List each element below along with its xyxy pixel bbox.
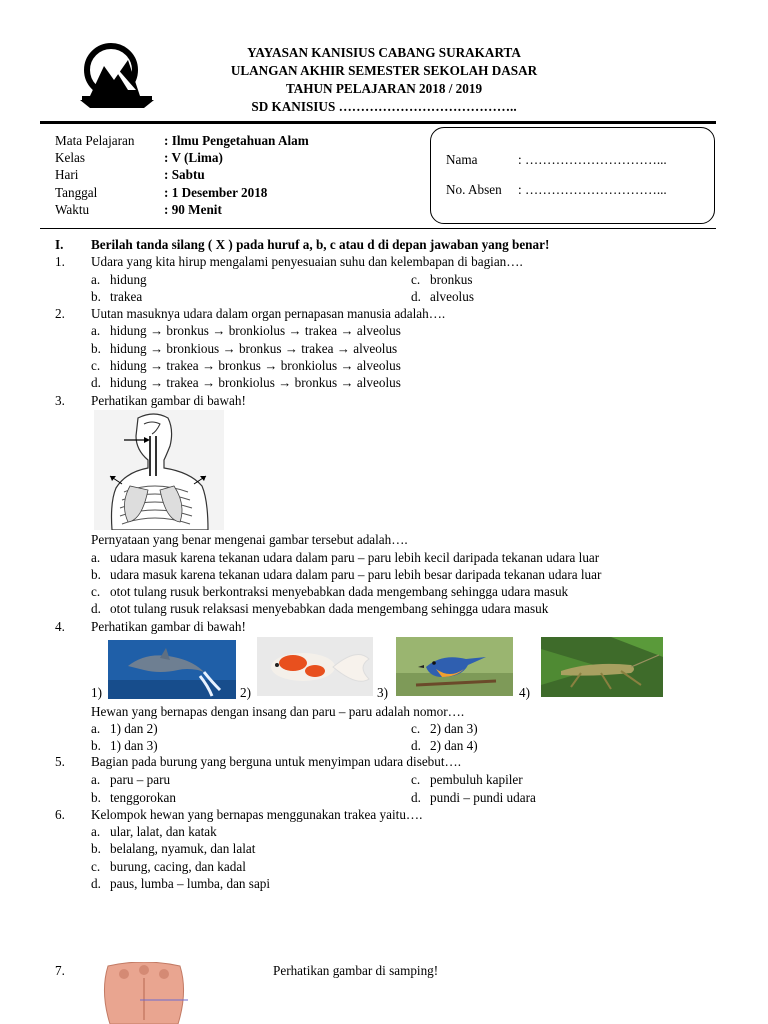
chain-step: bronkiolus (218, 375, 275, 390)
info-label-day: Hari (55, 167, 79, 182)
chain-step: hidung (110, 341, 147, 356)
header-divider-thick (40, 121, 716, 124)
q4-option-c[interactable] (411, 720, 478, 737)
grasshopper-image (541, 637, 663, 697)
chain-step: trakea (304, 323, 338, 338)
option-letter: d. (91, 375, 101, 390)
arrow-right-icon: → (198, 358, 219, 373)
header-school-name: SD KANISIUS ………………………………….. (251, 99, 517, 114)
q5-number: 5. (55, 754, 65, 769)
q5-option-c[interactable] (411, 771, 523, 788)
q3-option-d[interactable] (91, 600, 548, 617)
q2-option-a[interactable] (91, 322, 401, 339)
arrow-right-icon: → (337, 358, 357, 373)
q6-option-d[interactable] (91, 875, 270, 892)
option-letter: a. (91, 721, 101, 736)
q4-label-4: 4) (519, 685, 530, 700)
arrow-right-icon: → (146, 358, 167, 373)
chain-step: bronkus (218, 358, 261, 373)
chain-step: bronkus (238, 341, 282, 356)
option-text: udara masuk karena tekanan udara dalam paru – paru lebih besar daripada tekanan udara luar (110, 567, 602, 582)
arrow-right-icon: → (333, 341, 354, 356)
arrow-right-icon: → (219, 341, 239, 356)
name-field[interactable]: : …………………………... (518, 152, 667, 167)
chain-step: bronkious (166, 341, 220, 356)
q4-number: 4. (55, 619, 65, 634)
chain-step: bronkus (294, 375, 338, 390)
info-label-time: Waktu (55, 202, 90, 217)
kanisius-logo (80, 40, 154, 110)
q1-text: Udara yang kita hirup mengalami penyesuaian suhu dan kelembapan di bagian…. (91, 254, 523, 269)
option-letter: b. (91, 738, 101, 753)
option-letter: c. (91, 358, 101, 373)
option-text: paus, lumba – lumba, dan sapi (110, 876, 271, 891)
option-text: tenggorokan (110, 790, 176, 805)
option-letter: a. (91, 772, 101, 787)
dolphin-image (108, 640, 236, 699)
option-letter: d. (411, 289, 421, 304)
option-letter: d. (91, 601, 101, 616)
respiration-diagram-image (94, 410, 224, 530)
q5-option-d[interactable] (411, 789, 536, 806)
arrow-right-icon: → (146, 375, 167, 390)
q2-number: 2. (55, 306, 65, 321)
arrow-right-icon: → (337, 323, 357, 338)
arrow-right-icon: → (260, 358, 281, 373)
q1-option-c[interactable] (411, 271, 473, 288)
chain-step: trakea (166, 358, 199, 373)
q3-statement: Pernyataan yang benar mengenai gambar tersebut adalah…. (91, 532, 408, 547)
q6-text: Kelompok hewan yang bernapas menggunakan trakea yaitu…. (91, 807, 423, 822)
info-value-day: : Sabtu (164, 167, 205, 182)
option-text: 1) dan 2) (110, 721, 158, 736)
q2-option-d[interactable] (91, 374, 401, 391)
q4-label-1: 1) (91, 685, 102, 700)
q1-option-a[interactable] (91, 271, 147, 288)
option-letter: c. (411, 272, 421, 287)
header-exam-title: ULANGAN AKHIR SEMESTER SEKOLAH DASAR (230, 63, 538, 78)
chain-step: hidung (110, 358, 147, 373)
option-letter: b. (91, 841, 101, 856)
chain-step: bronkus (166, 323, 209, 338)
arrow-right-icon: → (146, 341, 167, 356)
tongue-image (98, 962, 190, 1024)
option-letter: b. (91, 567, 101, 582)
section-instruction: Berilah tanda silang ( X ) pada huruf a, b, c atau d di depan jawaban yang benar! (91, 237, 550, 252)
option-text: pembuluh kapiler (430, 772, 523, 787)
chain-step: hidung (110, 375, 147, 390)
chain-step: alveolus (356, 358, 401, 373)
option-text: alveolus (430, 289, 474, 304)
q3-option-a[interactable] (91, 549, 599, 566)
option-letter: a. (91, 323, 101, 338)
chain-step: trakea (166, 375, 199, 390)
q4-label-3: 3) (377, 685, 388, 700)
option-text: ular, lalat, dan katak (110, 824, 217, 839)
arrow-right-icon: → (285, 323, 305, 338)
q5-option-a[interactable] (91, 771, 170, 788)
chain-step: hidung (110, 323, 147, 338)
option-letter: c. (411, 721, 421, 736)
name-label: Nama (446, 152, 478, 167)
q6-option-b[interactable] (91, 840, 255, 857)
q1-option-d[interactable] (411, 288, 474, 305)
q6-option-c[interactable] (91, 858, 246, 875)
option-letter: c. (91, 859, 101, 874)
q7-text: Perhatikan gambar di samping! (273, 963, 439, 978)
q4-option-d[interactable] (411, 737, 478, 754)
q3-option-b[interactable] (91, 566, 601, 583)
q2-text: Uutan masuknya udara dalam organ pernapasan manusia adalah…. (91, 306, 446, 321)
arrow-right-icon: → (198, 375, 219, 390)
option-letter: b. (91, 341, 101, 356)
option-letter: a. (91, 272, 101, 287)
q3-number: 3. (55, 393, 65, 408)
q4-option-a[interactable] (91, 720, 158, 737)
option-text: 2) dan 3) (430, 721, 478, 736)
q1-number: 1. (55, 254, 65, 269)
arrow-right-icon: → (208, 323, 229, 338)
chain-step: alveolus (353, 341, 398, 356)
q6-number: 6. (55, 807, 65, 822)
info-value-time: : 90 Menit (164, 202, 222, 217)
arrow-right-icon: → (281, 341, 302, 356)
q3-text: Perhatikan gambar di bawah! (91, 393, 246, 408)
option-letter: d. (91, 876, 101, 891)
option-letter: b. (91, 289, 101, 304)
option-text: burung, cacing, dan kadal (110, 859, 246, 874)
option-text: hidung (110, 272, 147, 287)
header-school-year: TAHUN PELAJARAN 2018 / 2019 (285, 81, 483, 96)
option-letter: c. (411, 772, 421, 787)
option-letter: a. (91, 550, 101, 565)
chain-step: bronkiolus (228, 323, 286, 338)
arrow-right-icon: → (146, 323, 167, 338)
option-text: 2) dan 4) (430, 738, 478, 753)
option-text: udara masuk karena tekanan udara dalam paru – paru lebih kecil daripada tekanan udara luar (110, 550, 600, 565)
koi-fish-image (257, 637, 373, 696)
option-text: 1) dan 3) (110, 738, 158, 753)
option-text: trakea (110, 289, 143, 304)
info-value-class: : V (Lima) (164, 150, 223, 165)
option-text: belalang, nyamuk, dan lalat (110, 841, 256, 856)
q5-text: Bagian pada burung yang berguna untuk menyimpan udara disebut…. (91, 754, 462, 769)
option-letter: c. (91, 584, 101, 599)
option-text: paru – paru (110, 772, 171, 787)
info-label-date: Tanggal (55, 185, 98, 200)
chain-step: bronkiolus (280, 358, 338, 373)
q6-option-a[interactable] (91, 823, 217, 840)
q7-number: 7. (55, 963, 65, 978)
q1-option-b[interactable] (91, 288, 142, 305)
absence-number-label: No. Absen (446, 182, 502, 197)
q4-label-2: 2) (240, 685, 251, 700)
info-value-subject: : Ilmu Pengetahuan Alam (164, 133, 309, 148)
student-identity-box (430, 127, 715, 224)
q2-option-c[interactable] (91, 357, 401, 374)
option-text: otot tulang rusuk relaksasi menyebabkan dada mengembang sehingga udara masuk (110, 601, 549, 616)
option-text: otot tulang rusuk berkontraksi menyebabkan dada mengembang sehingga udara masuk (110, 584, 569, 599)
info-label-subject: Mata Pelajaran (55, 133, 135, 148)
section-number: I. (55, 237, 64, 252)
option-text: pundi – pundi udara (430, 790, 536, 805)
info-label-class: Kelas (55, 150, 86, 165)
info-value-date: : 1 Desember 2018 (164, 185, 268, 200)
option-letter: d. (411, 790, 421, 805)
option-text: bronkus (430, 272, 473, 287)
header-foundation: YAYASAN KANISIUS CABANG SURAKARTA (247, 45, 521, 60)
arrow-right-icon: → (274, 375, 295, 390)
arrow-right-icon: → (337, 375, 357, 390)
bird-image (396, 637, 513, 696)
absence-number-field[interactable]: : …………………………... (518, 182, 667, 197)
q2-option-b[interactable] (91, 340, 397, 357)
q4-question: Hewan yang bernapas dengan insang dan paru – paru adalah nomor…. (91, 704, 465, 719)
q4-text: Perhatikan gambar di bawah! (91, 619, 246, 634)
info-divider (40, 228, 716, 229)
chain-step: alveolus (356, 323, 401, 338)
q4-option-b[interactable] (91, 737, 158, 754)
option-letter: b. (91, 790, 101, 805)
chain-step: trakea (301, 341, 334, 356)
q3-option-c[interactable] (91, 583, 568, 600)
q5-option-b[interactable] (91, 789, 176, 806)
chain-step: alveolus (356, 375, 401, 390)
option-letter: d. (411, 738, 421, 753)
option-letter: a. (91, 824, 101, 839)
